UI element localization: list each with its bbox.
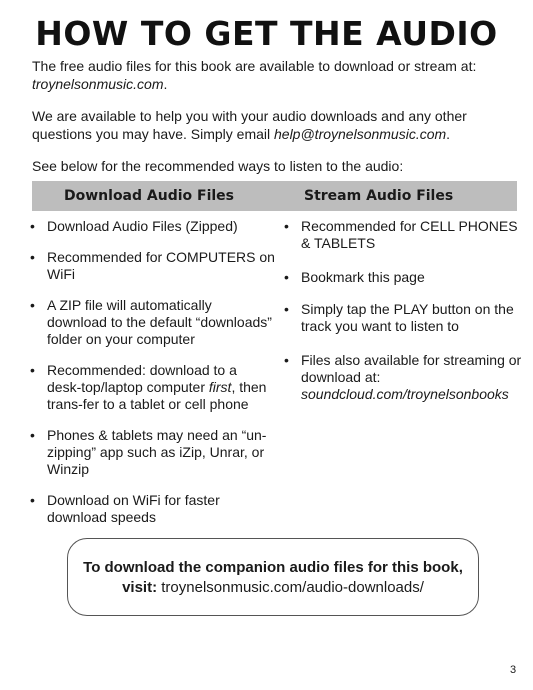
list-item	[284, 352, 524, 403]
list-item-text: A ZIP file will automatically download to the default “downloads” folder on your computer	[47, 297, 272, 347]
bullet: •	[30, 249, 35, 265]
list-item	[30, 218, 275, 235]
bullet: •	[30, 297, 35, 313]
email-link[interactable]: help@troynelsonmusic.com	[274, 126, 447, 142]
list-item	[284, 269, 524, 286]
list-item-text: Bookmark this page	[301, 269, 425, 285]
intro-paragraph-help	[32, 107, 512, 143]
soundcloud-link[interactable]: soundcloud.com/troynelsonbooks	[301, 386, 509, 402]
bullet: •	[284, 269, 289, 285]
download-url-link[interactable]: troynelsonmusic.com/audio-downloads/	[161, 579, 424, 596]
stream-list	[284, 218, 524, 418]
bullet: •	[30, 427, 35, 443]
list-item	[30, 249, 275, 283]
emphasis-text: first	[208, 379, 232, 395]
list-item	[30, 427, 275, 478]
bullet: •	[30, 492, 35, 508]
intro-text: The free audio files for this book are available to download or stream at:	[32, 58, 477, 74]
bullet: •	[30, 218, 35, 234]
bullet: •	[30, 362, 35, 378]
list-item	[30, 492, 275, 526]
bullet: •	[284, 352, 289, 368]
list-item-text: , then trans-fer to a tablet or cell phone	[47, 379, 267, 412]
page-title: HOW TO GET THE AUDIO	[35, 14, 498, 53]
page-number: 3	[510, 664, 517, 676]
list-item-text: Recommended for CELL PHONES & TABLETS	[301, 218, 518, 251]
help-text: We are available to help you with your audio downloads and any other questions you may have. Simply email	[32, 108, 467, 142]
list-item-text: Simply tap the PLAY button on the track you want to listen to	[301, 301, 514, 334]
list-item-text: Download Audio Files (Zipped)	[47, 218, 238, 234]
list-item	[30, 362, 275, 413]
bullet: •	[284, 301, 289, 317]
list-item	[284, 301, 524, 335]
list-item-text: Phones & tablets may need an “un-zipping” app such as iZip, Unrar, or Winzip	[47, 427, 267, 477]
download-callout-box	[67, 538, 479, 616]
list-item-text: Recommended for COMPUTERS on WiFi	[47, 249, 275, 282]
website-link[interactable]: troynelsonmusic.com	[32, 76, 164, 92]
column-header-band	[32, 181, 517, 211]
punctuation: .	[446, 126, 451, 142]
intro-paragraph-availability	[32, 57, 512, 93]
intro-paragraph-listen: See below for the recommended ways to listen to the audio:	[32, 158, 404, 174]
stream-column-header: Stream Audio Files	[304, 188, 454, 204]
list-item-text: Download on WiFi for faster download speeds	[47, 492, 220, 525]
list-item	[30, 297, 275, 348]
list-item-text: Recommended: download to a desk-top/laptop computer	[47, 362, 237, 395]
download-column-header: Download Audio Files	[64, 188, 235, 204]
visit-label: visit:	[122, 579, 158, 596]
download-list	[30, 218, 275, 540]
list-item-text: Files also available for streaming or download at:	[301, 352, 522, 385]
bullet: •	[284, 218, 289, 234]
punctuation: .	[163, 76, 168, 92]
list-item	[284, 218, 524, 252]
callout-heading: To download the companion audio files for this book,	[83, 559, 463, 576]
